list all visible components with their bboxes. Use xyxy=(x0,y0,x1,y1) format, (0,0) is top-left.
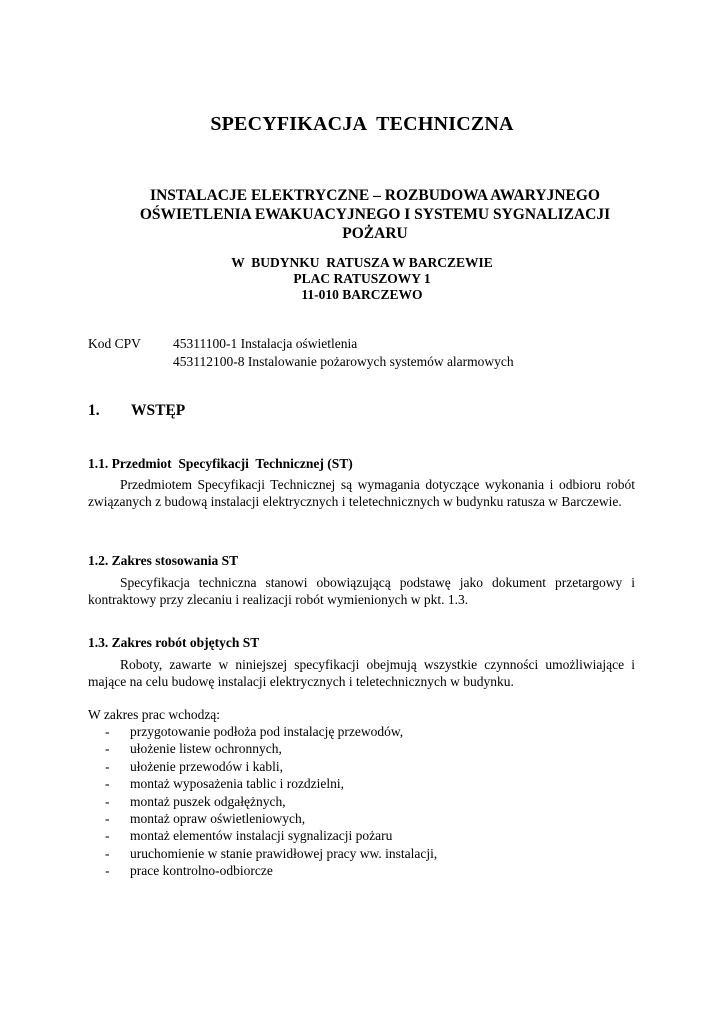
cpv-label: Kod CPV xyxy=(88,336,141,351)
address-building: W BUDYNKU RATUSZA W BARCZEWIE xyxy=(231,255,493,270)
section-1-heading: WSTĘP xyxy=(131,402,186,419)
list-item-text: uruchomienie w stanie prawidłowej pracy ww. instalacji, xyxy=(130,845,438,861)
section-1-1-heading: 1.1. Przedmiot Specyfikacji Technicznej (ST) xyxy=(88,456,353,471)
list-item-text: montaż wyposażenia tablic i rozdzielni, xyxy=(130,776,345,792)
list-item-text: montaż elementów instalacji sygnalizacji pożaru xyxy=(130,828,393,844)
cpv-code-fire-alarm: 453112100-8 Instalowanie pożarowych systemów alarmowych xyxy=(173,354,514,369)
document-page: SPECYFIKACJA TECHNICZNA INSTALACJE ELEKTRYCZNE – ROZBUDOWA AWARYJNEGO OŚWIETLENIA EWAKUACYJNEGO I SYSTEMU SYGNALIZACJI POŻARU W BUDYNKU RATUSZA W BARCZEWIE PLAC RATUSZOWY 1 11-010 BARCZEWO Kod CPV 45311100-1 Instalacja oświetlenia 453112100-8 Instalowanie pożarowych systemów alarmowych 1. WSTĘP 1.1. Przedmiot Specyfikacji Technicznej (ST) Przedmiotem Specyfikacji Technicznej są wymagania dotyczące wykonania i odbioru robót związanych z budową instalacji elektrycznych i teletechnicznych w budynku ratusza w Barczewie. 1.2. Zakres stosowania ST Specyfikacja techniczna stanowi obowiązującą podstawę jako dokument przetargowy i kontraktowy przy zlecaniu i realizacji robót wymienionych w pkt. 1.3. 1.3. Zakres robót objętych ST Roboty, zawarte w niniejszej specyfikacji obejmują wszystkie czynności umożliwiające i mające na celu budowę instalacji elektrycznych i teletechnicznych w budynku. W zakres prac wchodzą: - przygotowanie podłoża pod instalację przewodów, - ułożenie listew ochronnych, - ułożenie przewodów i kabli, - montaż wyposażenia tablic i rozdzielni, - montaż puszek odgałężnych, - montaż opraw oświetleniowych, - montaż elementów instalacji sygnalizacji pożaru - uruchomienie w stanie prawidłowej pracy ww. instalacji, - prace kontrolno-odbiorcze xyxy=(0,0,724,1024)
cpv-code-lighting: 45311100-1 Instalacja oświetlenia xyxy=(173,336,358,351)
list-item-text: montaż opraw oświetleniowych, xyxy=(130,810,306,826)
list-item-text: prace kontrolno-odbiorcze xyxy=(130,863,273,879)
section-1-2-heading: 1.2. Zakres stosowania ST xyxy=(88,553,239,568)
section-1-3-text: Roboty, zawarte w niniejszej specyfikacji obejmują wszystkie czynności umożliwiające i mające na celu budowę instalacji elektrycznych i teletechnicznych w budynku. xyxy=(88,657,635,689)
address-city: 11-010 BARCZEWO xyxy=(301,287,423,302)
document-title: SPECYFIKACJA TECHNICZNA xyxy=(210,113,514,135)
list-item-text: ułożenie przewodów i kabli, xyxy=(130,758,283,774)
document-subtitle: INSTALACJE ELEKTRYCZNE – ROZBUDOWA AWARYJNEGO OŚWIETLENIA EWAKUACYJNEGO I SYSTEMU SYGNALIZACJI POŻARU xyxy=(139,187,611,242)
section-1-number: 1. xyxy=(88,402,100,419)
section-1-2-text: Specyfikacja techniczna stanowi obowiązującą podstawę jako dokument przetargowy i kontraktowy przy zlecaniu i realizacji robót wymienionych w pkt. 1.3. xyxy=(88,575,635,607)
section-1-1-text: Przedmiotem Specyfikacji Technicznej są wymagania dotyczące wykonania i odbioru robót związanych z budową instalacji elektrycznych i teletechnicznych w budynku ratusza w Barczewie. xyxy=(88,477,635,509)
section-1-3-intro: W zakres prac wchodzą: xyxy=(88,707,221,722)
list-item-text: ułożenie listew ochronnych, xyxy=(130,741,282,757)
address-street: PLAC RATUSZOWY 1 xyxy=(293,271,431,286)
section-1-3-heading: 1.3. Zakres robót objętych ST xyxy=(88,635,260,650)
list-item-text: przygotowanie podłoża pod instalację przewodów, xyxy=(130,724,404,739)
list-item-text: montaż puszek odgałężnych, xyxy=(130,793,286,809)
